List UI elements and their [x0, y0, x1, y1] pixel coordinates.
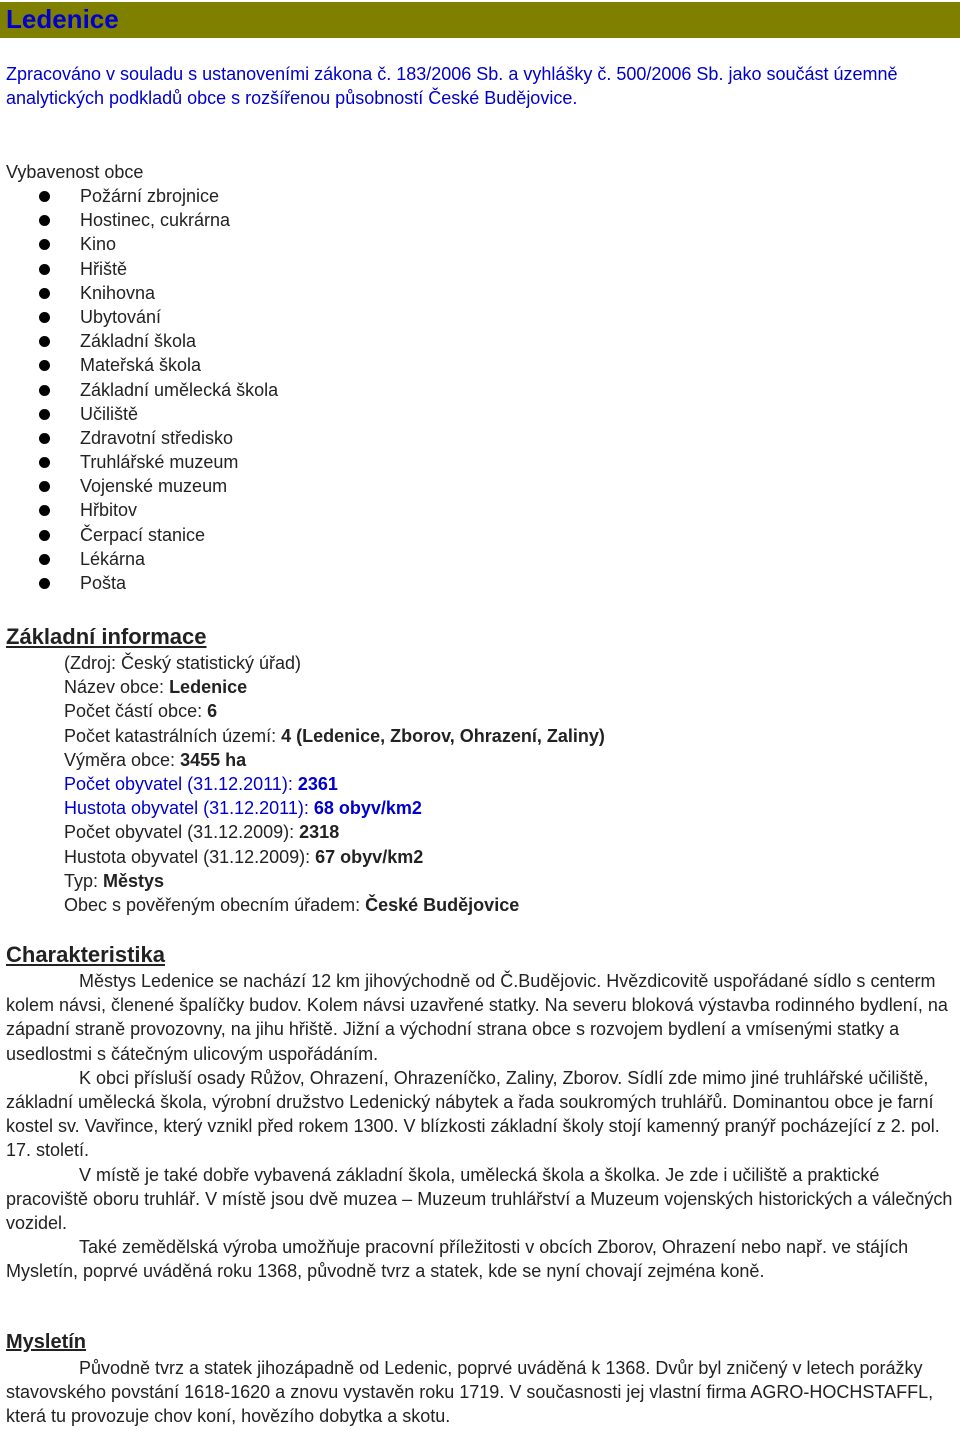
facility-item	[0, 305, 278, 329]
characteristics-heading: Charakteristika	[6, 942, 165, 967]
info-row	[64, 893, 605, 917]
info-label: Počet obyvatel (31.12.2011):	[64, 774, 298, 795]
info-label: Hustota obyvatel (31.12.2011):	[64, 798, 314, 819]
facility-item	[0, 450, 278, 474]
info-row	[64, 796, 605, 820]
bullet-icon	[39, 288, 50, 299]
facility-label: Pošta	[80, 573, 127, 593]
bullet-icon	[39, 239, 50, 250]
facility-item	[0, 547, 278, 571]
facility-label: Ubytování	[80, 306, 162, 327]
bullet-icon	[39, 481, 50, 492]
facility-item	[0, 281, 278, 305]
info-value: 2361	[297, 774, 338, 795]
paragraph: Městys Ledenice se nachází 12 km jihovýchodně od Č.Budějovic. Hvězdicovitě uspořádané sídlo s centerm kolem návsi, členené špalíčky budov. Kolem návsi uzavřené statky. Na severu bloková výstavba rodinného bydlení, na západní straně provozovny, na jihu hřiště. Jižní a východní strana obce s rozvojem bydlení a vmísenými statky a usedlostmi s čátečným ulicovým uspořádáním.	[6, 971, 948, 1064]
basic-info-source: (Zdroj: Český statistický úřad)	[64, 653, 302, 673]
facility-label: Základní škola	[80, 331, 197, 352]
bullet-icon	[39, 457, 50, 468]
paragraph: Původně tvrz a statek jihozápadně od Ledenic, poprvé uváděná k 1368. Dvůr byl zničený v letech porážky stavovského povstání 1618-1620 a znovu vystavěn roku 1719. V současnosti jej vlastní firma AGRO-HOCHSTAFFL, která tu provozuje chov koní, hovězího dobytka a skotu.	[6, 1358, 934, 1427]
bullet-icon	[39, 191, 50, 202]
info-value: 2318	[299, 822, 340, 843]
facility-item	[0, 571, 278, 595]
info-value: 3455 ha	[180, 749, 247, 770]
info-value: Ledenice	[169, 677, 248, 698]
facilities-title: Vybavenost obce	[6, 162, 144, 182]
info-label: Hustota obyvatel (31.12.2009):	[64, 846, 316, 867]
info-label: Počet katastrálních území:	[64, 725, 282, 746]
facility-label: Mateřská škola	[80, 355, 202, 376]
info-row	[64, 869, 605, 893]
info-label: Počet částí obce:	[64, 701, 208, 722]
facility-label: Hřiště	[80, 258, 128, 279]
info-value: 67 obyv/km2	[315, 846, 424, 867]
bullet-icon	[39, 385, 50, 396]
myslétin-text	[6, 1356, 954, 1429]
facility-label: Hostinec, cukrárna	[80, 210, 231, 231]
facility-item	[0, 329, 278, 353]
facility-item	[0, 353, 278, 377]
facility-label: Učiliště	[80, 403, 139, 424]
facility-item	[0, 378, 278, 402]
bullet-icon	[39, 312, 50, 323]
bullet-icon	[39, 360, 50, 371]
facility-item	[0, 232, 278, 256]
facility-item	[0, 498, 278, 522]
info-label: Typ:	[64, 870, 104, 891]
bullet-icon	[39, 215, 50, 226]
bullet-icon	[39, 409, 50, 420]
facility-label: Kino	[80, 234, 117, 255]
info-value: České Budějovice	[365, 895, 520, 916]
facility-label: Čerpací stanice	[80, 524, 206, 545]
facility-label: Hřbitov	[80, 500, 138, 521]
info-row	[64, 772, 605, 796]
info-row	[64, 724, 605, 748]
facility-item	[0, 426, 278, 450]
info-row	[64, 748, 605, 772]
info-row	[64, 820, 605, 844]
info-row	[64, 699, 605, 723]
facility-label: Truhlářské muzeum	[80, 452, 239, 473]
info-label: Obec s pověřeným obecním úřadem:	[64, 895, 366, 916]
facility-item	[0, 402, 278, 426]
page-title: Ledenice	[6, 4, 119, 34]
basic-info-heading: Základní informace	[6, 624, 207, 649]
bullet-icon	[39, 505, 50, 516]
info-value: 68 obyv/km2	[313, 798, 422, 819]
facility-item	[0, 257, 278, 281]
info-label: Název obce:	[64, 677, 170, 698]
facility-label: Lékárna	[80, 548, 146, 569]
myslétin-heading: Mysletín	[6, 1331, 87, 1353]
facility-label: Požární zbrojnice	[80, 186, 220, 206]
basic-info	[64, 651, 605, 917]
bullet-icon	[39, 554, 50, 565]
facility-label: Knihovna	[80, 282, 156, 303]
facility-item	[0, 184, 278, 208]
info-row	[64, 675, 605, 699]
facility-label: Vojenské muzeum	[80, 476, 228, 497]
facility-item	[0, 208, 278, 232]
bullet-icon	[39, 264, 50, 275]
info-label: Počet obyvatel (31.12.2009):	[64, 822, 300, 843]
facility-item	[0, 523, 278, 547]
facility-label: Základní umělecká škola	[80, 379, 279, 400]
bullet-icon	[39, 578, 50, 589]
facilities-list	[0, 184, 278, 595]
info-row	[64, 845, 605, 869]
info-value: Městys	[103, 870, 165, 891]
facility-item	[0, 474, 278, 498]
bullet-icon	[39, 336, 50, 347]
facility-label: Zdravotní středisko	[80, 427, 234, 448]
info-value: 6	[207, 701, 218, 722]
paragraph: K obci přísluší osady Růžov, Ohrazení, Ohrazeníčko, Zaliny, Zborov. Sídlí zde mimo jiné truhlářské učiliště, základní umělecká škola, výrobní družstvo Ledenický nábytek a řada soukromých truhlářů. Dominantou obce je farní kostel sv. Vavřince, který vznikl před rokem 1300. V blízkosti základní školy stojí kamenný pranýř pocházející z 2. pol. 17. století.	[6, 1067, 940, 1161]
bullet-icon	[39, 530, 50, 541]
characteristics-text	[6, 969, 954, 1284]
info-value: 4 (Ledenice, Zborov, Ohrazení, Zaliny)	[281, 725, 605, 746]
paragraph: Také zemědělská výroba umožňuje pracovní příležitosti v obcích Zborov, Ohrazení nebo např. ve stájích Mysletín, poprvé uváděná roku 1368, původně tvrz a statek, kde se nyní chovají zejména koně.	[6, 1237, 909, 1282]
intro-text: Zpracováno v souladu s ustanoveními zákona č. 183/2006 Sb. a vyhlášky č. 500/2006 Sb. jako součást územně analytických podkladů obce s rozšířenou působností České Budějovice.	[6, 64, 898, 108]
paragraph: V místě je také dobře vybavená základní škola, umělecká škola a školka. Je zde i učiliště a praktické pracoviště oboru truhlář. V místě jsou dvě muzea – Muzeum truhlářství a Muzeum vojenských historických a válečných vozidel.	[6, 1164, 953, 1234]
info-label: Výměra obce:	[64, 749, 181, 770]
bullet-icon	[39, 433, 50, 444]
title-bar	[0, 2, 960, 38]
